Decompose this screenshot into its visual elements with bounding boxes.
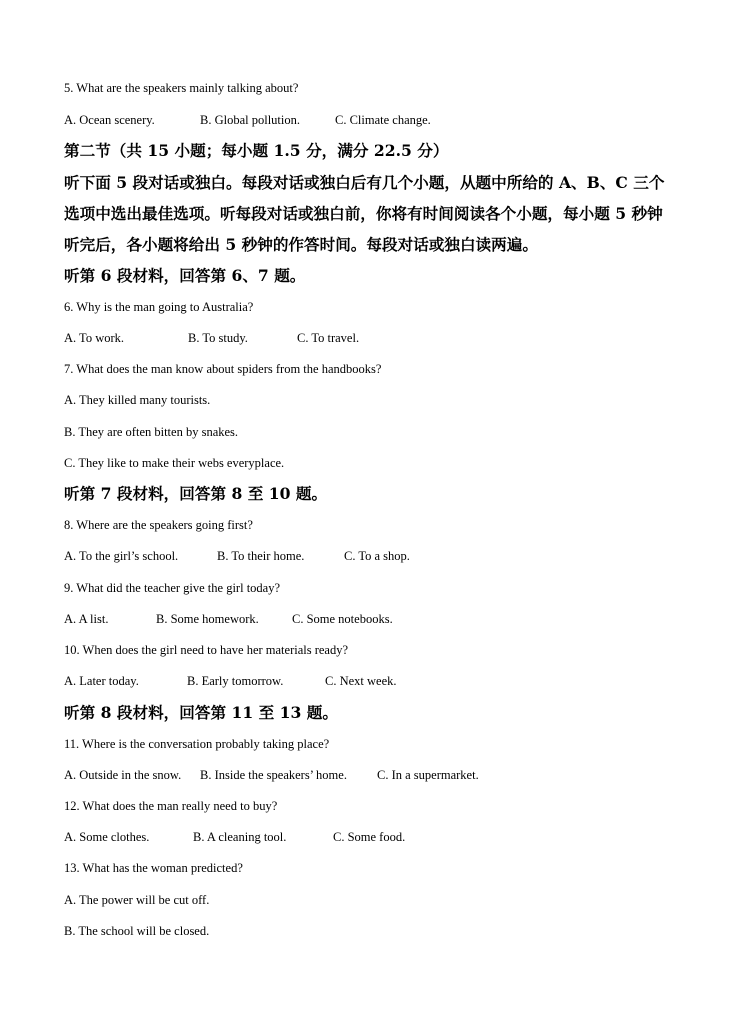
option-b: B. To their home. xyxy=(217,549,305,563)
option-b: B. Global pollution. xyxy=(200,113,300,127)
option-b: B. A cleaning tool. xyxy=(193,830,287,844)
option-c: C. To a shop. xyxy=(344,549,410,563)
option-b: B. To study. xyxy=(188,331,248,345)
option-c: C. To travel. xyxy=(297,331,360,345)
question-7-option-a: A. They killed many tourists. xyxy=(64,393,211,407)
option-c: C. Some notebooks. xyxy=(292,612,393,626)
option-c: C. In a supermarket. xyxy=(377,768,479,782)
option-a: A. Outside in the snow. xyxy=(64,768,182,782)
option-a: A. To the girl’s school. xyxy=(64,549,179,563)
material-7-heading: 听第 7 段材料，回答第 8 至 10 题。 xyxy=(64,484,328,503)
option-c: C. Some food. xyxy=(333,830,406,844)
question-11: 11. Where is the conversation probably taking place? xyxy=(64,737,330,751)
question-8: 8. Where are the speakers going first? xyxy=(64,518,253,532)
question-7-option-c: C. They like to make their webs everyplace. xyxy=(64,456,285,470)
option-a: A. Ocean scenery. xyxy=(64,113,155,127)
option-c: C. Climate change. xyxy=(335,113,431,127)
material-8-heading: 听第 8 段材料，回答第 11 至 13 题。 xyxy=(64,703,338,722)
option-a: A. To work. xyxy=(64,331,125,345)
instructions-line-1: 听下面 5 段对话或独白。每段对话或独白后有几个小题，从题中所给的 A、B、C 三个 xyxy=(64,173,665,192)
instructions-line-3: 听完后，各小题将给出 5 秒钟的作答时间。每段对话或独白读两遍。 xyxy=(64,235,538,254)
question-13-option-b: B. The school will be closed. xyxy=(64,924,210,938)
material-6-heading: 听第 6 段材料，回答第 6、7 题。 xyxy=(64,266,306,285)
question-13: 13. What has the woman predicted? xyxy=(64,861,243,875)
option-b: B. Early tomorrow. xyxy=(187,674,284,688)
instructions-line-2: 选项中选出最佳选项。听每段对话或独白前，你将有时间阅读各个小题，每小题 5 秒钟 xyxy=(64,204,663,223)
option-b: B. Inside the speakers’ home. xyxy=(200,768,347,782)
question-9: 9. What did the teacher give the girl today? xyxy=(64,581,281,595)
section-title: 第二节（共 15 小题；每小题 1.5 分，满分 22.5 分） xyxy=(64,141,449,160)
question-5: 5. What are the speakers mainly talking about? xyxy=(64,81,299,95)
option-a: A. Some clothes. xyxy=(64,830,150,844)
option-a: A. A list. xyxy=(64,612,109,626)
option-b: B. Some homework. xyxy=(156,612,259,626)
question-10: 10. When does the girl need to have her materials ready? xyxy=(64,643,349,657)
question-6: 6. Why is the man going to Australia? xyxy=(64,300,254,314)
option-c: C. Next week. xyxy=(325,674,397,688)
option-a: A. Later today. xyxy=(64,674,139,688)
question-7: 7. What does the man know about spiders from the handbooks? xyxy=(64,362,382,376)
question-7-option-b: B. They are often bitten by snakes. xyxy=(64,425,239,439)
question-12: 12. What does the man really need to buy? xyxy=(64,799,278,813)
question-13-option-a: A. The power will be cut off. xyxy=(64,893,210,907)
